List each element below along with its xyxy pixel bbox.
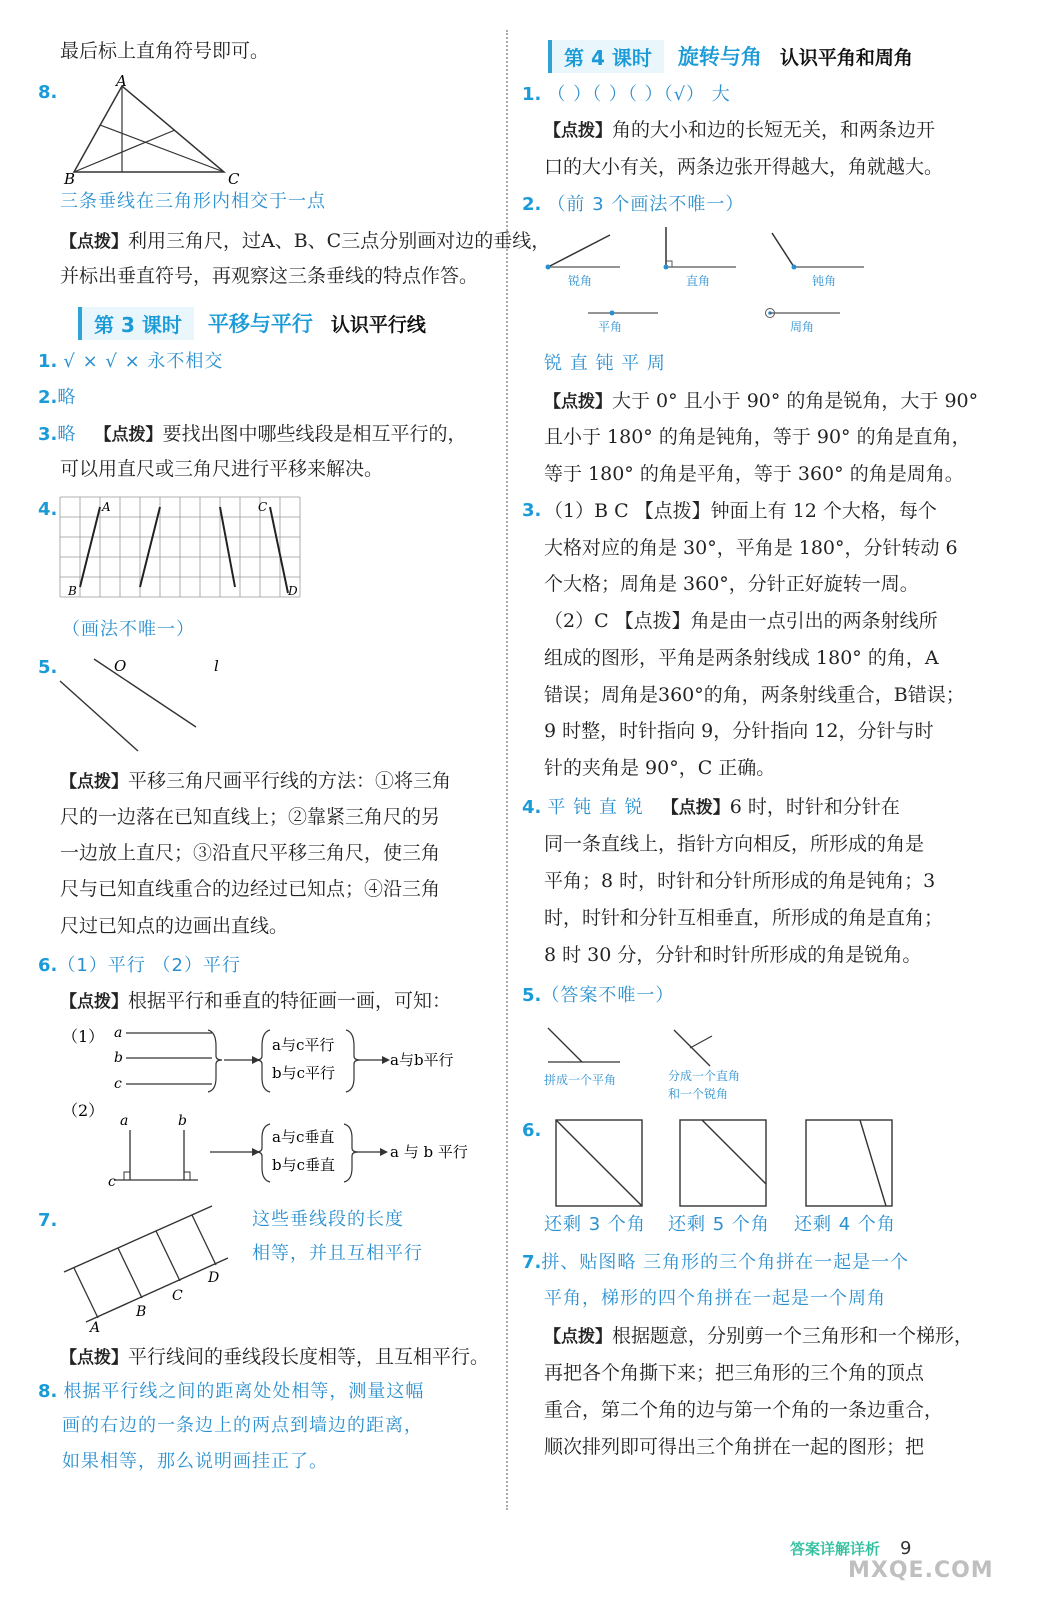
l3-q7-answer-2: 相等，并且互相平行 [252, 1243, 423, 1264]
l4-q1-tip: 【点拨】角的大小和边的长短无关，和两条边开 [544, 119, 936, 141]
svg-text:锐角: 锐角 [568, 274, 593, 288]
parallel-reasoning-figure [60, 1020, 490, 1190]
svg-text:a: a [120, 1113, 129, 1129]
l3-q7-answer-1: 这些垂线段的长度 [252, 1209, 404, 1230]
svg-text:a 与 b 平行: a 与 b 平行 [390, 1143, 468, 1161]
l4-q2-tip-3: 等于 180° 的角是平角，等于 360° 的角是周角。 [544, 463, 964, 485]
l3-q7-tip: 【点拨】平行线间的垂线段长度相等，且互相平行。 [60, 1346, 490, 1368]
five-angles-figure [540, 225, 870, 340]
l3-q6: 6.（1）平行 （2）平行 [38, 955, 242, 976]
page-number: 9 [900, 1538, 912, 1559]
l4-q3-number: 3. [522, 500, 542, 521]
l4-q3-line2: 大格对应的角是 30°，平角是 180°，分针转动 6 [544, 537, 958, 559]
l4-q2: 2. （前 3 个画法不唯一） [522, 194, 745, 215]
svg-text:B: B [136, 1304, 147, 1320]
l4-q4-line4: 时，时针和分针互相垂直，所形成的角是直角； [544, 907, 944, 929]
l4-q1-tip-2: 口的大小有关，两条边张开得越大，角就越大。 [544, 156, 944, 178]
lesson4-badge: 第 4 课时 [548, 40, 664, 73]
l4-q7-tip-2: 再把各个角撕下来；把三角形的三个角的顶点 [544, 1362, 925, 1384]
l4-q3-line4: （2）C 【点拨】角是由一点引出的两条射线所 [544, 610, 938, 632]
l4-q3-line6: 错误；周角是360°的角，两条射线重合，B错误； [544, 684, 965, 706]
l4-q3-line5: 组成的图形，平角是两条射线成 180° 的角，A [544, 647, 939, 669]
l3-q4-number: 4. [38, 499, 58, 520]
l4-q7-tip: 【点拨】根据题意，分别剪一个三角形和一个梯形， [544, 1325, 974, 1347]
l4-q3-line8: 针的夹角是 90°，C 正确。 [544, 757, 776, 779]
l4-q7-tip-3: 重合，第二个角的边与第一个角的一条边重合， [544, 1399, 944, 1421]
svg-text:c: c [108, 1174, 116, 1190]
label-C: C [228, 170, 240, 188]
lesson3-heading [78, 305, 426, 341]
l3-q5-tip: 【点拨】平移三角尺画平行线的方法：①将三角 [60, 770, 452, 792]
l4-q6-number: 6. [522, 1120, 542, 1141]
l3-q5-tip-2: 尺的一边落在已知直线上；②靠紧三角尺的另 [60, 806, 441, 828]
l4-q6-cap2: 还剩 5 个角 [668, 1214, 770, 1235]
l3-q4-note: （画法不唯一） [62, 619, 195, 640]
lesson4-heading [548, 38, 913, 74]
column-divider [506, 30, 508, 1510]
l4-q4-line2: 同一条直线上，指针方向相反，所形成的角是 [544, 833, 925, 855]
l4-q2-answer: 锐 直 钝 平 周 [544, 353, 666, 374]
label-A: A [116, 72, 127, 90]
label-l: l [214, 657, 219, 675]
l3-q6-tip: 【点拨】根据平行和垂直的特征画一画，可知： [60, 990, 452, 1012]
l4-q3-line3: 个大格；周角是 360°，分针正好旋转一周。 [544, 573, 919, 595]
l3-q8-line2: 画的右边的一条边上的两点到墙边的距离， [62, 1415, 423, 1436]
l4-q1: 1. （ ）（ ）（ ）（√） 大 [522, 84, 731, 105]
l3-q8-line3: 如果相等，那么说明画挂正了。 [62, 1451, 328, 1472]
q8a-answer: 三条垂线在三角形内相交于一点 [60, 191, 326, 212]
lesson3-sub: 认识平行线 [330, 313, 426, 336]
l3-q2: 2.略 [38, 387, 77, 408]
lesson4-sub: 认识平角和周角 [779, 46, 913, 69]
q8a-number: 8. [38, 82, 58, 103]
l4-q3-line1: （1）B C 【点拨】钟面上有 12 个大格，每个 [544, 500, 937, 522]
svg-text:a与c垂直: a与c垂直 [272, 1128, 335, 1146]
svg-text:b: b [178, 1113, 187, 1129]
parallel-through-point-figure [60, 655, 260, 757]
q8a-tip-line2: 并标出垂直符号，再观察这三条垂线的特点作答。 [60, 265, 479, 287]
l4-q2-tip: 【点拨】大于 0° 且小于 90° 的角是锐角，大于 90° [544, 390, 979, 412]
l4-q4-line3: 平角；8 时，时针和分针所形成的角是钝角；3 [544, 870, 936, 892]
page-footer [790, 1538, 911, 1559]
cut-square-figure [554, 1118, 894, 1208]
l4-q7: 7.拼、贴图略 三角形的三个角拼在一起是一个 [522, 1252, 910, 1273]
svg-text:c: c [114, 1076, 122, 1092]
grid-parallel-figure [60, 497, 304, 601]
l4-q7-line2: 平角，梯形的四个角拼在一起是一个周角 [544, 1288, 886, 1309]
l3-q1: 1. √ × √ × 永不相交 [38, 351, 224, 372]
svg-text:A: A [90, 1320, 101, 1336]
grid-label-B: B [68, 584, 77, 598]
svg-text:直角: 直角 [686, 274, 711, 288]
l3-q7-number: 7. [38, 1210, 58, 1231]
l4-q3-line7: 9 时整，时针指向 9，分针指向 12，分针与时 [544, 720, 934, 742]
lesson3-topic: 平移与平行 [207, 312, 313, 336]
l4-q7-tip-4: 顺次排列即可得出三个角拼在一起的图形；把 [544, 1436, 925, 1458]
grid-label-C: C [258, 500, 268, 514]
grid-label-A: A [102, 500, 111, 514]
grid-label-D: D [288, 584, 298, 598]
q8a-tip: 【点拨】利用三角尺，过A、B、C三点分别画对边的垂线， [60, 230, 551, 252]
svg-text:平角: 平角 [598, 320, 623, 334]
perpendicular-segments-figure [60, 1200, 250, 1334]
l3-q5-tip-5: 尺过已知点的边画出直线。 [60, 915, 289, 937]
l3-q3: 3.略 【点拨】要找出图中哪些线段是相互平行的， [38, 423, 467, 445]
footer-label: 答案详解详析 [790, 1540, 881, 1558]
svg-text:C: C [172, 1288, 183, 1304]
l3-q8: 8. 根据平行线之间的距离处处相等，测量这幅 [38, 1381, 425, 1402]
lesson3-badge: 第 3 课时 [78, 307, 194, 340]
svg-text:周角: 周角 [790, 320, 815, 334]
l3-q3-line2: 可以用直尺或三角尺进行平移来解决。 [60, 458, 384, 480]
label-O: O [114, 657, 127, 675]
svg-text:a与b平行: a与b平行 [390, 1051, 454, 1069]
l4-q4: 4. 平 钝 直 锐 【点拨】6 时，时针和分针在 [522, 796, 900, 818]
watermark: MXQE.COM [848, 1558, 994, 1583]
l4-q6-cap3: 还剩 4 个角 [794, 1214, 896, 1235]
svg-text:拼成一个平角: 拼成一个平角 [544, 1073, 617, 1087]
svg-text:a: a [114, 1025, 123, 1041]
l4-q5: 5.（答案不唯一） [522, 985, 675, 1006]
svg-text:a与c平行: a与c平行 [272, 1036, 335, 1054]
l3-q5-number: 5. [38, 657, 58, 678]
p2-label: （2） [62, 1101, 105, 1120]
svg-text:分成一个直角: 分成一个直角 [668, 1069, 741, 1083]
svg-text:和一个锐角: 和一个锐角 [668, 1087, 729, 1101]
svg-text:b与c垂直: b与c垂直 [272, 1156, 336, 1174]
l3-q5-tip-3: 一边放上直尺；③沿直尺平移三角尺，使三角 [60, 842, 441, 864]
l4-q4-line5: 8 时 30 分，分针和时针所形成的角是锐角。 [544, 944, 922, 966]
triangle-altitudes-figure [64, 72, 240, 188]
l4-q6-cap1: 还剩 3 个角 [544, 1214, 646, 1235]
intro-line: 最后标上直角符号即可。 [60, 40, 270, 62]
svg-text:钝角: 钝角 [812, 274, 837, 288]
svg-text:D: D [208, 1270, 220, 1286]
p1-label: （1） [62, 1027, 105, 1046]
l4-q2-tip-2: 且小于 180° 的角是钝角，等于 90° 的角是直角， [544, 426, 971, 448]
fold-angles-figure [540, 1022, 800, 1106]
lesson4-topic: 旋转与角 [677, 45, 762, 69]
svg-text:b: b [114, 1050, 123, 1066]
l3-q5-tip-4: 尺与已知直线重合的边经过已知点；④沿三角 [60, 878, 441, 900]
svg-text:b与c平行: b与c平行 [272, 1064, 336, 1082]
label-B: B [64, 170, 76, 188]
